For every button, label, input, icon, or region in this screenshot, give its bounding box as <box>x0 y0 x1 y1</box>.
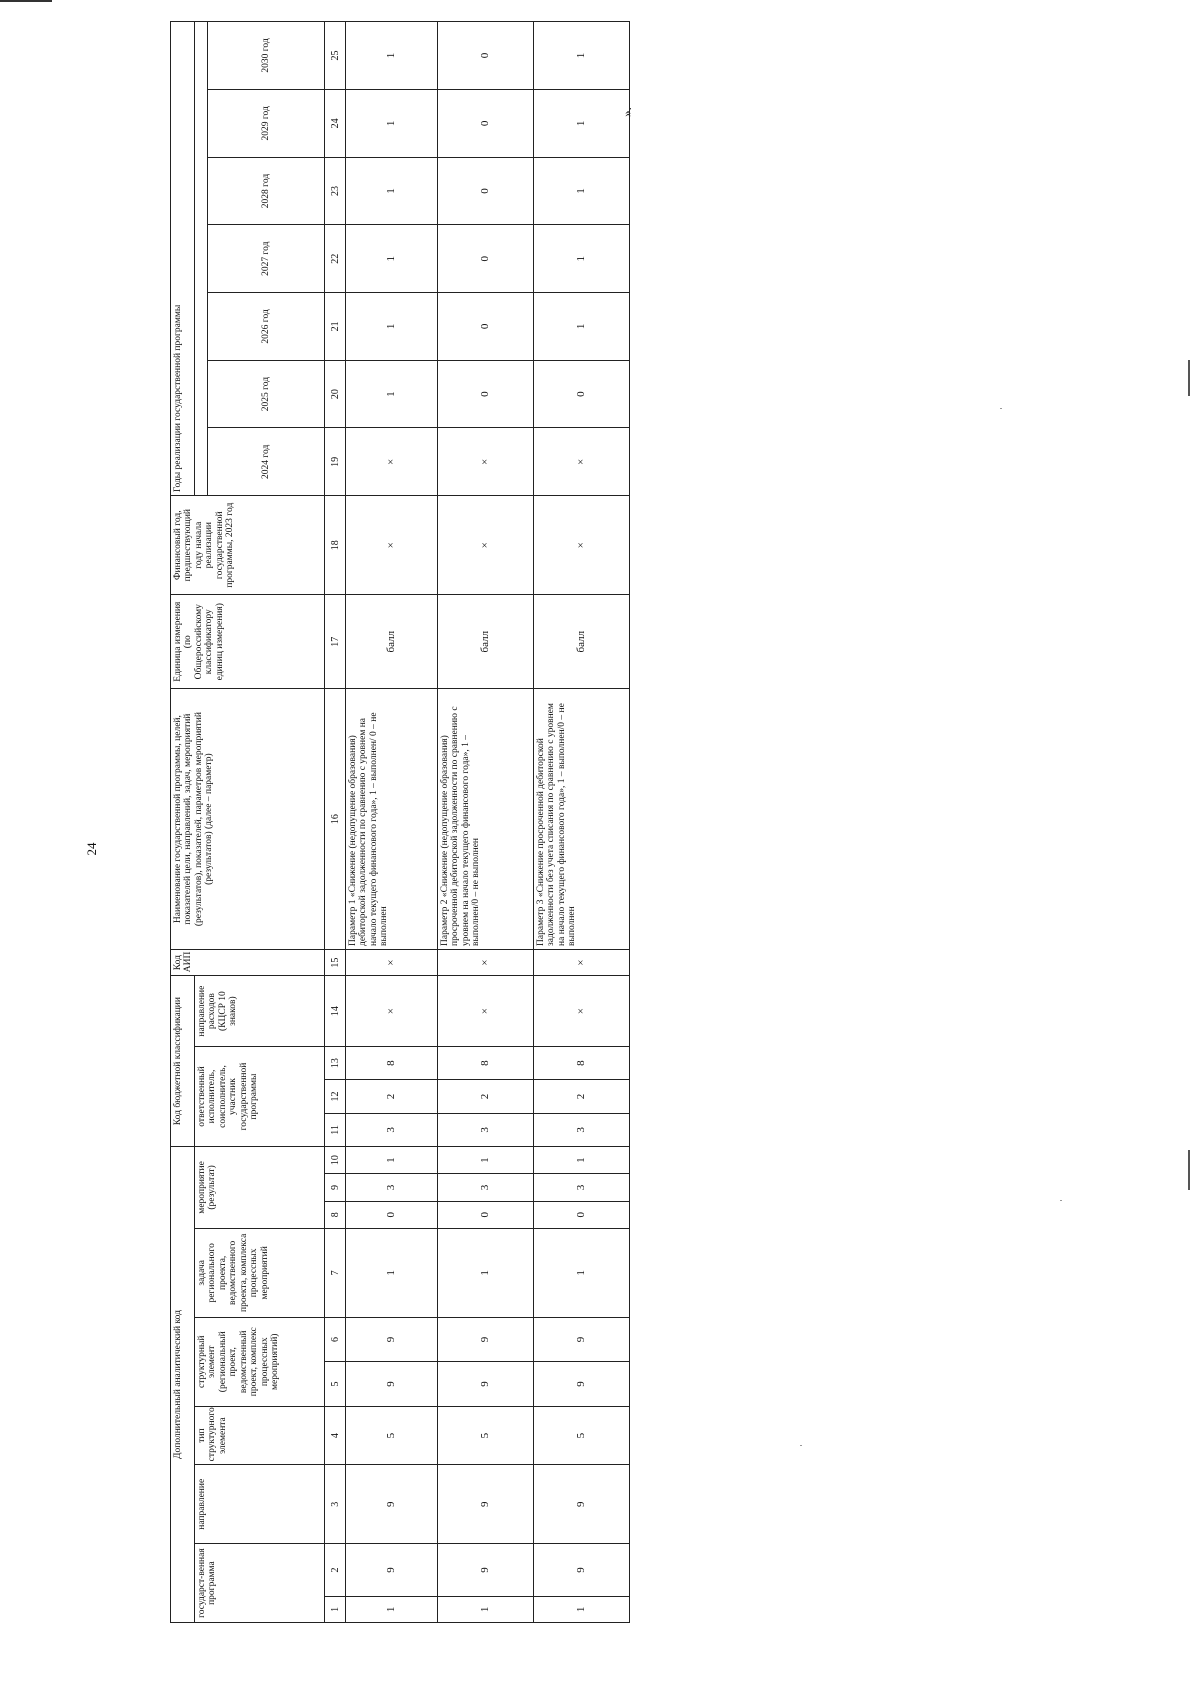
cell-year-2025: 0 <box>438 360 534 428</box>
col-number: 5 <box>325 1362 346 1406</box>
closing-quote-mark: ». <box>618 107 634 117</box>
col-number: 12 <box>325 1080 346 1113</box>
gp-header: государст-венная программа <box>194 1544 324 1623</box>
cell-year-2027: 0 <box>438 225 534 293</box>
unit-header: Единица измерения (по Общероссийскому классификатору единиц измерения) <box>171 595 325 689</box>
years-header: Годы реализации государственной программы <box>171 22 195 496</box>
cell-meropr-2: 3 <box>534 1174 630 1201</box>
cell-zadacha: 1 <box>534 1228 630 1317</box>
cell-struct-1: 9 <box>534 1362 630 1406</box>
col-number: 15 <box>325 949 346 975</box>
cell-gp-2: 9 <box>438 1544 534 1597</box>
cell-napr: 9 <box>438 1465 534 1544</box>
otv-header: ответственный исполнитель, соисполнитель, участник государственной программы <box>194 1047 324 1147</box>
scan-speck <box>1060 1200 1062 1201</box>
program-parameters-table <box>170 21 630 1623</box>
cell-gp-2: 9 <box>346 1544 438 1597</box>
cell-gp-2: 9 <box>534 1544 630 1597</box>
cell-year-2028: 1 <box>346 157 438 225</box>
cell-napr-rash: × <box>534 976 630 1047</box>
col-number: 3 <box>325 1465 346 1544</box>
cell-year-2025: 0 <box>534 360 630 428</box>
cell-struct-2: 9 <box>534 1317 630 1361</box>
page-number: 24 <box>84 842 99 856</box>
scan-edge-mark <box>1188 1150 1190 1190</box>
table-row <box>534 22 630 1623</box>
cell-tip: 5 <box>534 1406 630 1465</box>
year-label: 2025 год <box>207 360 324 428</box>
cell-parameter-name: Параметр 2 «Снижение (недопущение образования) просроченной дебиторской задолженности по сравнению с уровнем на начало текущего финансового года», 1 – выполнен/0 – не выполнен <box>438 689 534 950</box>
scan-edge-mark <box>0 0 52 2</box>
cell-napr: 9 <box>534 1465 630 1544</box>
cell-meropr-3: 1 <box>534 1147 630 1174</box>
year-label: 2030 год <box>207 22 324 90</box>
cell-year-2024: × <box>346 428 438 496</box>
tip-header: тип структурного элемента <box>194 1406 324 1465</box>
cell-otv-2: 2 <box>346 1080 438 1113</box>
scan-edge-mark <box>1188 360 1190 396</box>
cell-otv-3: 8 <box>346 1047 438 1080</box>
year-label: 2029 год <box>207 89 324 157</box>
year-label: 2026 год <box>207 293 324 361</box>
years-header-spacer <box>194 22 207 496</box>
rotated-table-wrapper <box>170 21 630 1623</box>
cell-otv-1: 3 <box>534 1113 630 1146</box>
cell-prev-year: × <box>438 496 534 595</box>
cell-year-2024: × <box>534 428 630 496</box>
cell-struct-1: 9 <box>346 1362 438 1406</box>
cell-parameter-name: Параметр 1 «Снижение (недопущение образования) дебиторской задолженности по сравнению с уровнем на начало текущего финансового года», 1 – выполнен/ 0 – не выполнен <box>346 689 438 950</box>
cell-parameter-name: Параметр 3 «Снижение просроченной дебиторской задолженности без учета списания по сравнению с уровнем на начало текущего финансового года», 1 – выполнен/0 – не выполнен <box>534 689 630 950</box>
scan-speck <box>1000 408 1002 409</box>
cell-year-2025: 1 <box>346 360 438 428</box>
cell-meropr-3: 1 <box>438 1147 534 1174</box>
napr-rash-header: направление расходов (КЦСР 10 знаков) <box>194 976 324 1047</box>
cell-year-2027: 1 <box>346 225 438 293</box>
year-label: 2027 год <box>207 225 324 293</box>
col-number: 7 <box>325 1228 346 1317</box>
cell-meropr-2: 3 <box>438 1174 534 1201</box>
cell-meropr-3: 1 <box>346 1147 438 1174</box>
cell-unit: балл <box>346 595 438 689</box>
zadacha-header: задача регионального проекта, ведомственного проекта, комплекса процессных мероприятий <box>194 1228 324 1317</box>
header-row-groups <box>171 22 195 1623</box>
cell-year-2029: 1 <box>346 89 438 157</box>
cell-napr: 9 <box>346 1465 438 1544</box>
cell-year-2026: 0 <box>438 293 534 361</box>
table-row <box>438 22 534 1623</box>
cell-struct-2: 9 <box>346 1317 438 1361</box>
col-number: 10 <box>325 1147 346 1174</box>
table-row <box>346 22 438 1623</box>
cell-zadacha: 1 <box>438 1228 534 1317</box>
col-number: 8 <box>325 1201 346 1228</box>
cell-year-2029: 0 <box>438 89 534 157</box>
col-number: 19 <box>325 428 346 496</box>
dop-analytic-code-header: Дополнительный аналитический код <box>171 1147 195 1623</box>
cell-gp-1: 1 <box>534 1596 630 1622</box>
cell-meropr-1: 0 <box>346 1201 438 1228</box>
cell-year-2026: 1 <box>534 293 630 361</box>
cell-gp-1: 1 <box>438 1596 534 1622</box>
cell-otv-2: 2 <box>534 1080 630 1113</box>
col-number: 14 <box>325 976 346 1047</box>
col-number: 16 <box>325 689 346 950</box>
cell-zadacha: 1 <box>346 1228 438 1317</box>
col-number: 18 <box>325 496 346 595</box>
col-number: 1 <box>325 1596 346 1622</box>
cell-aip: × <box>534 949 630 975</box>
year-label: 2024 год <box>207 428 324 496</box>
napr-header: направление <box>194 1465 324 1544</box>
col-number: 22 <box>325 225 346 293</box>
cell-year-2029: 1 <box>534 89 630 157</box>
cell-tip: 5 <box>346 1406 438 1465</box>
cell-otv-1: 3 <box>438 1113 534 1146</box>
col-number: 20 <box>325 360 346 428</box>
cell-prev-year: × <box>346 496 438 595</box>
col-number: 24 <box>325 89 346 157</box>
cell-tip: 5 <box>438 1406 534 1465</box>
cell-unit: балл <box>534 595 630 689</box>
cell-year-2024: × <box>438 428 534 496</box>
cell-aip: × <box>438 949 534 975</box>
cell-napr-rash: × <box>346 976 438 1047</box>
cell-unit: балл <box>438 595 534 689</box>
col-number: 13 <box>325 1047 346 1080</box>
cell-meropr-2: 3 <box>346 1174 438 1201</box>
cell-meropr-1: 0 <box>534 1201 630 1228</box>
aip-code-header: Код АИП <box>171 949 325 975</box>
cell-prev-year: × <box>534 496 630 595</box>
cell-year-2030: 1 <box>534 22 630 90</box>
col-number: 6 <box>325 1317 346 1361</box>
cell-meropr-1: 0 <box>438 1201 534 1228</box>
scan-speck <box>800 1445 802 1446</box>
cell-napr-rash: × <box>438 976 534 1047</box>
cell-otv-3: 8 <box>534 1047 630 1080</box>
year-label: 2028 год <box>207 157 324 225</box>
name-header: Наименование государственной программы, целей, показателей цели, направлений, задач, мероприятий (результатов), показателей, параметров мероприятий (результатов) (далее – параметр) <box>171 689 325 950</box>
col-number: 2 <box>325 1544 346 1597</box>
cell-year-2026: 1 <box>346 293 438 361</box>
cell-aip: × <box>346 949 438 975</box>
col-number: 9 <box>325 1174 346 1201</box>
cell-year-2028: 0 <box>438 157 534 225</box>
cell-otv-1: 3 <box>346 1113 438 1146</box>
cell-otv-2: 2 <box>438 1080 534 1113</box>
prev-year-header: Финансовый год, предшествующий году начала реализации государственной программы, 2023 год <box>171 496 325 595</box>
budget-classification-header: Код бюджетной классификации <box>171 976 195 1147</box>
cell-otv-3: 8 <box>438 1047 534 1080</box>
cell-struct-1: 9 <box>438 1362 534 1406</box>
cell-year-2030: 1 <box>346 22 438 90</box>
cell-year-2027: 1 <box>534 225 630 293</box>
meropr-header: мероприятие (результат) <box>194 1147 324 1229</box>
col-number: 17 <box>325 595 346 689</box>
col-number: 21 <box>325 293 346 361</box>
cell-year-2030: 0 <box>438 22 534 90</box>
col-number: 4 <box>325 1406 346 1465</box>
column-number-row <box>325 22 346 1623</box>
struct-header: структурный элемент (региональный проект, ведомственный проект, комплекс процессных мероприятий) <box>194 1317 324 1406</box>
cell-struct-2: 9 <box>438 1317 534 1361</box>
col-number: 23 <box>325 157 346 225</box>
col-number: 25 <box>325 22 346 90</box>
col-number: 11 <box>325 1113 346 1146</box>
cell-gp-1: 1 <box>346 1596 438 1622</box>
cell-year-2028: 1 <box>534 157 630 225</box>
